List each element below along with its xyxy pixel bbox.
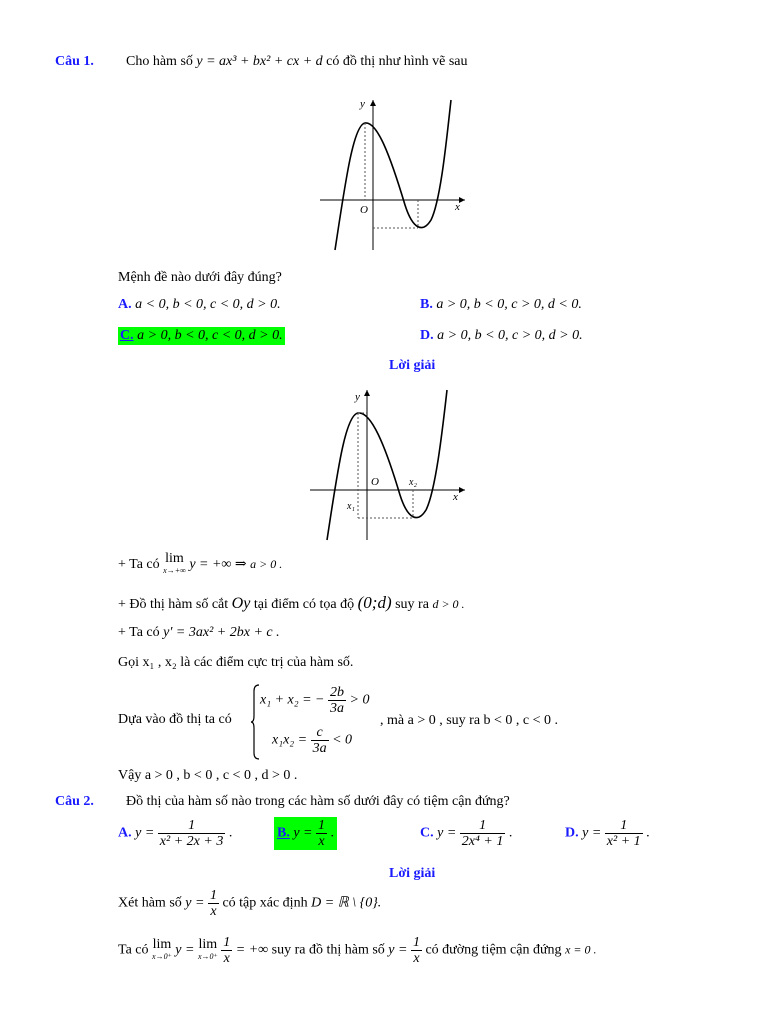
system-eq-2 xyxy=(272,725,352,756)
system-eq-2-fraction: $\frac{c}{3a}$ xyxy=(312,725,327,756)
q2-l1-domain: D = ℝ \ {0}. xyxy=(311,895,382,911)
q2-option-a-end: . xyxy=(228,825,233,841)
q2-option-c-fraction: $\frac{1}{\text{2x⁴ + 1}}$ xyxy=(461,818,504,849)
system-eq-1-rhs: > 0 xyxy=(349,692,370,708)
q1-question: Mệnh đề nào dưới đây đúng? xyxy=(118,270,282,285)
q1-option-a[interactable] xyxy=(118,297,281,313)
q1-step-1-expr: y = +∞ ⇒ xyxy=(189,557,247,573)
q2-option-b[interactable] xyxy=(274,817,337,850)
q1-function: y = ax³ + bx² + cx + d xyxy=(196,54,323,69)
q1-option-d[interactable] xyxy=(420,328,583,344)
q1-solution-graph-x2-label: x₂ xyxy=(409,477,417,488)
q1-graph-origin-label: O xyxy=(360,204,368,216)
q2-solution-line-1 xyxy=(118,888,381,919)
system-eq-2-rhs: < 0 xyxy=(332,732,353,748)
q2-option-a-key: A. xyxy=(118,825,132,841)
system-eq-1-lhs: x₁ + x₂ = − xyxy=(260,692,325,708)
q1-solution-graph xyxy=(305,385,470,545)
q1-option-a-key: A. xyxy=(118,297,132,312)
q2-option-d[interactable] xyxy=(565,818,650,849)
q1-step-2-result: d > 0 . xyxy=(432,597,465,611)
q1-option-d-text: a > 0, b < 0, c > 0, d > 0. xyxy=(437,328,583,343)
system-eq-2-lhs: x₁x₂ = xyxy=(272,732,308,748)
q1-step-2-mid: tại điểm có tọa độ xyxy=(253,597,355,612)
q2-option-b-lhs: y = xyxy=(293,825,313,841)
q2-l1-fraction: $\frac{1}{x}$ xyxy=(209,888,217,919)
system-brace xyxy=(250,683,260,761)
q2-solution-title: Lời giải xyxy=(389,866,436,881)
q2-option-c-lhs: y = xyxy=(437,825,457,841)
q1-step-1-prefix: + Ta có xyxy=(118,557,160,573)
q1-conclusion: Vậy a > 0 , b < 0 , c < 0 , d > 0 . xyxy=(118,768,298,783)
q1-graph xyxy=(315,95,470,255)
q1-step-4: Gọi x₁ , x₂ là các điểm cực trị của hàm số. xyxy=(118,655,354,670)
q1-option-b[interactable] xyxy=(420,297,582,313)
q2-l2-suffix: có đường tiệm cận đứng xyxy=(425,942,562,958)
q2-option-b-fraction: $\frac{1}{x}$ xyxy=(318,818,326,849)
q2-l2-fraction-1: $\frac{1}{x}$ xyxy=(223,935,231,966)
q2-l1-prefix: Xét hàm số xyxy=(118,895,182,911)
q2-l1-suffix: có tập xác định xyxy=(222,895,308,911)
q2-option-d-end: . xyxy=(646,825,650,841)
q2-label: Câu 2. xyxy=(55,794,94,809)
q1-step-1-limit: lim x→+∞ xyxy=(163,551,186,575)
q2-l2-lhs: y = xyxy=(388,942,408,958)
q2-option-c-end: . xyxy=(508,825,513,841)
q2-option-b-end: . xyxy=(330,825,335,841)
q2-option-d-key: D. xyxy=(565,825,579,841)
q1-step-2-suffix: suy ra xyxy=(395,597,429,612)
q1-step-5-suffix: , mà a > 0 , suy ra b < 0 , c < 0 . xyxy=(380,713,559,728)
q2-question: Đồ thị của hàm số nào trong các hàm số dưới đây có tiệm cận đứng? xyxy=(126,794,510,809)
q1-option-c[interactable] xyxy=(118,327,285,345)
q1-solution-graph-y-label: y xyxy=(355,391,360,403)
q1-intro-end: có đồ thị như hình vẽ sau xyxy=(326,54,468,69)
q1-step-2-point: (0;d) xyxy=(357,593,392,612)
q1-graph-x-label: x xyxy=(455,201,460,213)
q2-option-b-key: B. xyxy=(277,825,290,841)
q1-option-b-text: a > 0, b < 0, c > 0, d < 0. xyxy=(436,297,582,312)
q2-solution-line-2 xyxy=(118,935,597,966)
q2-l1-lhs: y = xyxy=(185,895,205,911)
q2-l2-limit-2: lim x→0⁺ xyxy=(197,936,218,961)
q1-solution-graph-x1-label: x₁ xyxy=(347,501,355,512)
q1-intro: Cho hàm số xyxy=(126,54,193,69)
q1-option-c-text: a > 0, b < 0, c < 0, d > 0. xyxy=(137,328,283,343)
q1-step-3-expr: y′ = 3ax² + 2bx + c . xyxy=(163,625,280,640)
q2-l2-fraction-2: $\frac{1}{x}$ xyxy=(412,935,420,966)
q2-l2-prefix: Ta có xyxy=(118,942,149,958)
q1-step-5-prefix: Dựa vào đồ thị ta có xyxy=(118,712,232,727)
q1-option-d-key: D. xyxy=(420,328,434,343)
q2-l2-limit-1: lim x→0⁺ xyxy=(152,936,172,961)
q2-l2-eq: = +∞ xyxy=(235,942,269,958)
q2-option-a-lhs: y = xyxy=(135,825,155,841)
q1-stem xyxy=(126,54,468,70)
q2-l2-mid: y = xyxy=(175,942,195,958)
q1-step-2 xyxy=(118,593,465,613)
q1-solution-graph-origin-label: O xyxy=(371,476,379,488)
q1-graph-y-label: y xyxy=(360,98,365,110)
system-eq-1-fraction: $\frac{2b}{3a}$ xyxy=(330,685,345,716)
q1-step-2-prefix: + Đồ thị hàm số cắt xyxy=(118,597,229,612)
q1-step-2-axis: Oy xyxy=(231,595,251,612)
system-eq-1 xyxy=(260,685,369,716)
q1-step-3 xyxy=(118,625,280,641)
q2-option-a[interactable] xyxy=(118,818,232,849)
q1-step-1 xyxy=(118,553,282,577)
q2-option-c[interactable] xyxy=(420,818,512,849)
q1-step-1-result: a > 0 . xyxy=(250,557,283,572)
q1-solution-graph-x-label: x xyxy=(453,491,458,503)
q1-solution-title: Lời giải xyxy=(389,358,436,373)
q2-l2-text: suy ra đồ thị hàm số xyxy=(271,942,385,958)
q2-option-d-lhs: y = xyxy=(582,825,602,841)
q2-option-d-fraction: $\frac{1}{\text{x² + 1}}$ xyxy=(606,818,641,849)
q2-option-a-fraction: $\frac{1}{\text{x² + 2x + 3}}$ xyxy=(159,818,224,849)
q1-step-3-prefix: + Ta có xyxy=(118,625,160,640)
q1-option-c-key: C. xyxy=(120,328,134,343)
q1-option-a-text: a < 0, b < 0, c < 0, d > 0. xyxy=(135,297,281,312)
q2-option-c-key: C. xyxy=(420,825,434,841)
q2-l2-result: x = 0 . xyxy=(565,942,597,957)
q1-label: Câu 1. xyxy=(55,54,94,69)
q1-option-b-key: B. xyxy=(420,297,433,312)
